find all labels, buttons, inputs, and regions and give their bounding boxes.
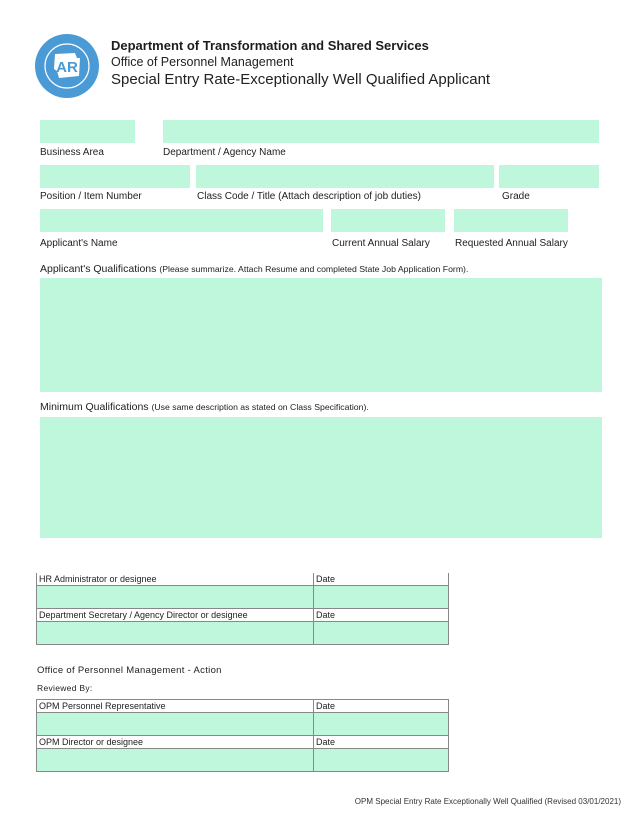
qualifications-textarea[interactable] [40, 278, 602, 392]
minimum-qualifications-textarea[interactable] [40, 417, 602, 538]
opm-director-signature-field[interactable] [37, 749, 314, 772]
opm-representative-date-field[interactable] [314, 713, 449, 736]
qualifications-title: Applicant's Qualifications [40, 263, 157, 275]
opm-review-table [36, 699, 449, 772]
hr-admin-signature-field[interactable] [37, 586, 314, 609]
dept-secretary-date-label: Date [314, 609, 449, 622]
position-item-number-label: Position / Item Number [40, 191, 142, 202]
opm-representative-date-label: Date [314, 700, 449, 713]
form-title: Special Entry Rate-Exceptionally Well Qualified Applicant [111, 71, 491, 88]
approval-signature-table [36, 573, 449, 645]
department-agency-name-field[interactable] [163, 120, 599, 143]
requested-annual-salary-field[interactable] [454, 209, 568, 232]
dept-secretary-date-field[interactable] [314, 622, 449, 645]
opm-director-date-label: Date [314, 736, 449, 749]
hr-admin-label: HR Administrator or designee [37, 573, 314, 586]
dept-secretary-label: Department Secretary / Agency Director or designee [37, 609, 314, 622]
minimum-note: (Use same description as stated on Class Specification). [151, 402, 369, 412]
opm-director-label: OPM Director or designee [37, 736, 314, 749]
minimum-title: Minimum Qualifications [40, 401, 149, 413]
seal-logo-text: AR [56, 59, 78, 76]
minimum-qualifications-heading [40, 401, 369, 413]
dept-secretary-signature-field[interactable] [37, 622, 314, 645]
opm-representative-signature-field[interactable] [37, 713, 314, 736]
opm-representative-label: OPM Personnel Representative [37, 700, 314, 713]
grade-label: Grade [502, 191, 530, 202]
current-annual-salary-field[interactable] [331, 209, 445, 232]
department-agency-name-label: Department / Agency Name [163, 147, 286, 158]
class-code-title-field[interactable] [196, 165, 494, 188]
position-item-number-field[interactable] [40, 165, 190, 188]
business-area-label: Business Area [40, 147, 104, 158]
hr-admin-date-field[interactable] [314, 586, 449, 609]
opm-director-date-field[interactable] [314, 749, 449, 772]
reviewed-by-label: Reviewed By: [37, 683, 93, 693]
form-footer: OPM Special Entry Rate Exceptionally Well Qualified (Revised 03/01/2021) [354, 797, 621, 806]
requested-annual-salary-label: Requested Annual Salary [455, 238, 568, 249]
grade-field[interactable] [499, 165, 599, 188]
office-title: Office of Personnel Management [111, 55, 294, 69]
applicants-name-label: Applicant's Name [40, 238, 118, 249]
opm-action-title: Office of Personnel Management - Action [37, 665, 222, 676]
applicants-name-field[interactable] [40, 209, 323, 232]
business-area-field[interactable] [40, 120, 135, 143]
hr-admin-date-label: Date [314, 573, 449, 586]
agency-seal-icon [34, 33, 100, 99]
class-code-title-label: Class Code / Title (Attach description of job duties) [197, 191, 421, 202]
qualifications-note: (Please summarize. Attach Resume and completed State Job Application Form). [159, 264, 469, 274]
qualifications-heading [40, 263, 468, 275]
current-annual-salary-label: Current Annual Salary [332, 238, 430, 249]
department-title: Department of Transformation and Shared Services [111, 38, 429, 53]
